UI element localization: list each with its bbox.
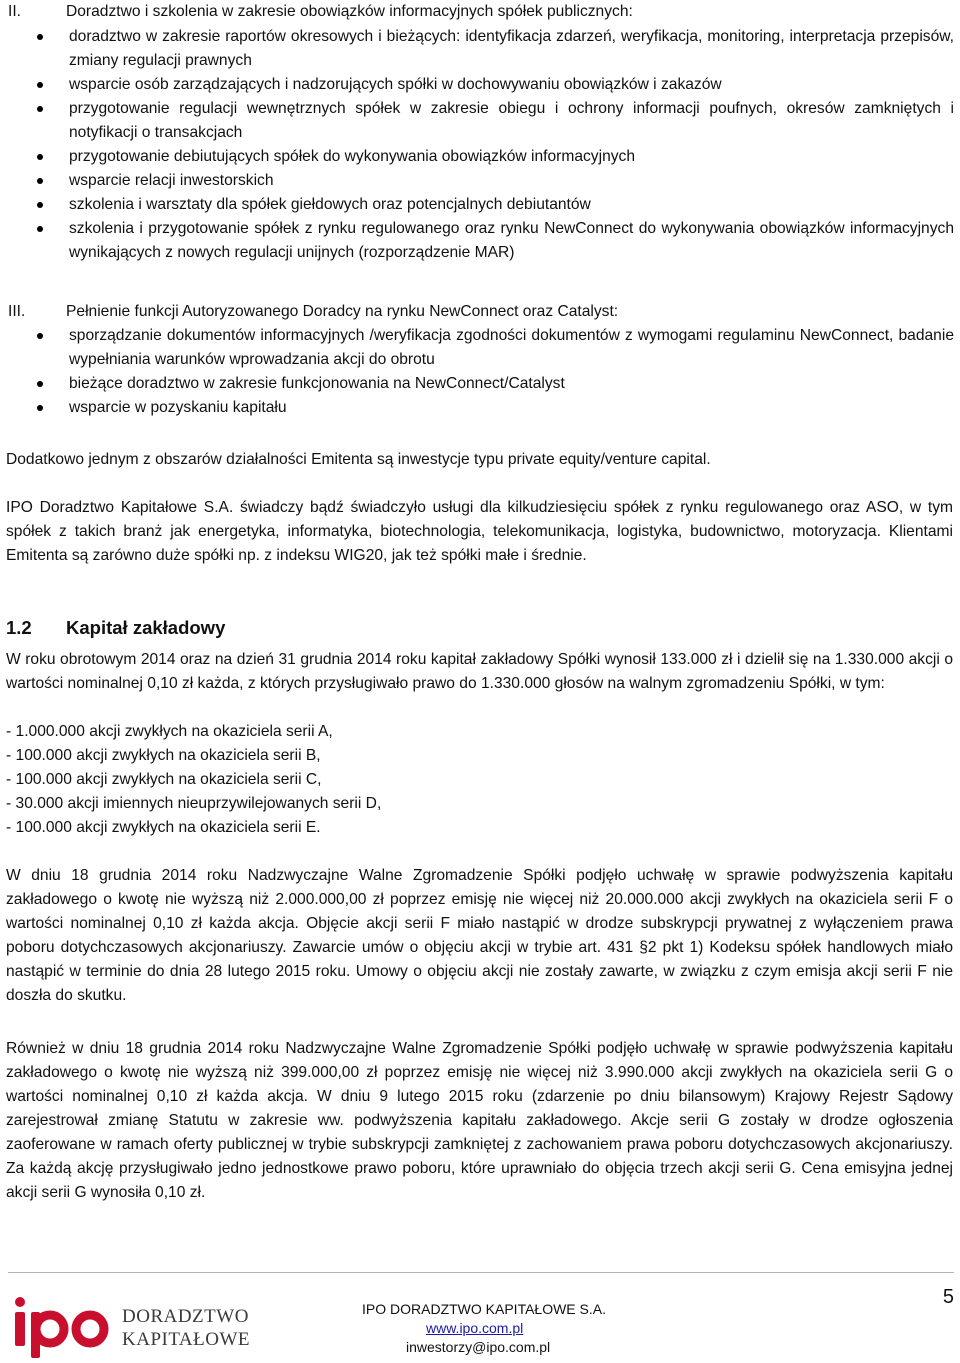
section-ii-list [0, 25, 960, 265]
footer-website-link[interactable]: www.ipo.com.pl [426, 1320, 524, 1336]
list-item: wsparcie w pozyskaniu kapitału [0, 396, 960, 420]
list-item: - 100.000 akcji zwykłych na okaziciela serii E. [6, 819, 321, 836]
capital-intro-paragraph: W roku obrotowym 2014 oraz na dzień 31 grudnia 2014 roku kapitał zakładowy Spółki wynosił 133.000 zł i dzielił się na 1.330.000 akcji o wartości nominalnej 0,10 zł każda, z których przysługiwało prawo do 1.330.000 głosów na walnym zgromadzeniu Spółki, w tym: [6, 651, 953, 692]
list-item: przygotowanie regulacji wewnętrznych spółek w zakresie obiegu i ochrony informacji poufnych, okresów zamkniętych i notyfikacji o transakcjach [0, 97, 960, 145]
footer-divider [8, 1272, 954, 1273]
list-item: doradztwo w zakresie raportów okresowych i bieżących: identyfikacja zdarzeń, weryfikacja, monitoring, interpretacja przepisów, zmiany regulacji prawnych [0, 25, 960, 73]
list-item: bieżące doradztwo w zakresie funkcjonowania na NewConnect/Catalyst [0, 372, 960, 396]
list-item: wsparcie osób zarządzających i nadzorujących spółki w dochowywaniu obowiązków i zakazów [0, 73, 960, 97]
section-ii-title: Doradztwo i szkolenia w zakresie obowiązków informacyjnych spółek publicznych: [66, 3, 633, 20]
list-item: - 100.000 akcji zwykłych na okaziciela serii C, [6, 771, 322, 788]
ipo-logo-mark-icon [12, 1288, 112, 1360]
clients-paragraph: IPO Doradztwo Kapitałowe S.A. świadczy bądź świadczyło usługi dla kilkudziesięciu spółek z rynku regulowanego oraz ASO, w tym spółek z takich branż jak energetyka, informatyka, biotechnologia, telekomunikacja, logistyka, budownictwo, motoryzacja. Klientami Emitenta są zarówno duże spółki np. z indeksu WIG20, jak też spółki małe i średnie. [6, 499, 953, 564]
list-item: - 100.000 akcji zwykłych na okaziciela serii B, [6, 747, 321, 764]
page-number: 5 [942, 1286, 954, 1308]
list-item: szkolenia i przygotowanie spółek z rynku regulowanego oraz rynku NewConnect do wykonywania obowiązków informacyjnych wynikających z nowych regulacji unijnych (rozporządzenie MAR) [0, 217, 960, 265]
list-item: przygotowanie debiutujących spółek do wykonywania obowiązków informacyjnych [0, 145, 960, 169]
section-ii-heading [8, 0, 953, 24]
logo-word-kapitalowe: KAPITAŁOWE [122, 1329, 251, 1350]
list-item: - 1.000.000 akcji zwykłych na okaziciela serii A, [6, 723, 333, 740]
list-item: wsparcie relacji inwestorskich [0, 169, 960, 193]
capital-section-heading [6, 615, 225, 641]
capital-section-title: Kapitał zakładowy [66, 617, 226, 638]
series-f-paragraph: W dniu 18 grudnia 2014 roku Nadzwyczajne Walne Zgromadzenie Spółki podjęło uchwałę w sprawie podwyższenia kapitału zakładowego o kwotę nie wyższą niż 2.000.000,00 zł poprzez emisję nie więcej niż 20.000.000 akcji zwykłych na okaziciela serii F o wartości nominalnej 0,10 zł każda akcja. Objęcie akcji serii F miało nastąpić w drodze subskrypcji prywatnej z wyłączeniem prawa poboru dotychczasowych akcjonariuszy. Zawarcie umów o objęciu akcji w trybie art. 431 §2 pkt 1) Kodeksu spółek handlowych miało nastąpić w terminie do dnia 28 lutego 2015 roku. Umowy o objęciu akcji nie zostały zawarte, w związku z czym emisja akcji serii F nie doszła do skutku. [6, 867, 953, 1004]
section-iii-number: III. [8, 303, 26, 320]
footer-company-name: IPO DORADZTWO KAPITAŁOWE S.A. [362, 1301, 606, 1317]
section-iii-title: Pełnienie funkcji Autoryzowanego Doradcy na rynku NewConnect oraz Catalyst: [66, 303, 619, 320]
section-iii-list [0, 324, 960, 420]
company-logo [12, 1288, 252, 1358]
private-equity-paragraph: Dodatkowo jednym z obszarów działalności Emitenta są inwestycje typu private equity/venture capital. [6, 451, 711, 468]
share-series-list [6, 720, 906, 840]
capital-section-number: 1.2 [6, 617, 32, 638]
list-item: sporządzanie dokumentów informacyjnych /weryfikacja zgodności dokumentów z wymogami regulaminu NewConnect, badanie wypełniania warunków wprowadzania akcji do obrotu [0, 324, 960, 372]
section-iii-heading [8, 300, 953, 324]
list-item: - 30.000 akcji imiennych nieuprzywilejowanych serii D, [6, 795, 382, 812]
footer-contact [362, 1300, 606, 1357]
section-ii-number: II. [8, 3, 21, 20]
footer-email[interactable]: inwestorzy@ipo.com.pl [406, 1339, 551, 1355]
logo-word-doradztwo: DORADZTWO [122, 1306, 249, 1327]
series-g-paragraph: Również w dniu 18 grudnia 2014 roku Nadzwyczajne Walne Zgromadzenie Spółki podjęło uchwałę w sprawie podwyższenia kapitału zakładowego o kwotę nie wyższą niż 399.000,00 zł poprzez emisję nie więcej niż 3.990.000 akcji zwykłych na okaziciela serii G o wartości nominalnej 0,10 zł każda akcja. W dniu 9 lutego 2015 roku (zdarzenie po dniu bilansowym) Krajowy Rejestr Sądowy zarejestrował zmianę Statutu w zakresie ww. podwyższenia kapitału zakładowego. Akcje serii G zostały w drodze ogłoszenia zaoferowane w ramach oferty publicznej w trybie subskrypcji zamkniętej z zachowaniem prawa poboru dotychczasowych akcjonariuszy. Za każdą akcję przysługiwało jedno jednostkowe prawo poboru, które uprawniało do objęcia trzech akcji serii G. Cena emisyjna jednej akcji serii G wynosiła 0,10 zł. [6, 1040, 953, 1201]
list-item: szkolenia i warsztaty dla spółek giełdowych oraz potencjalnych debiutantów [0, 193, 960, 217]
